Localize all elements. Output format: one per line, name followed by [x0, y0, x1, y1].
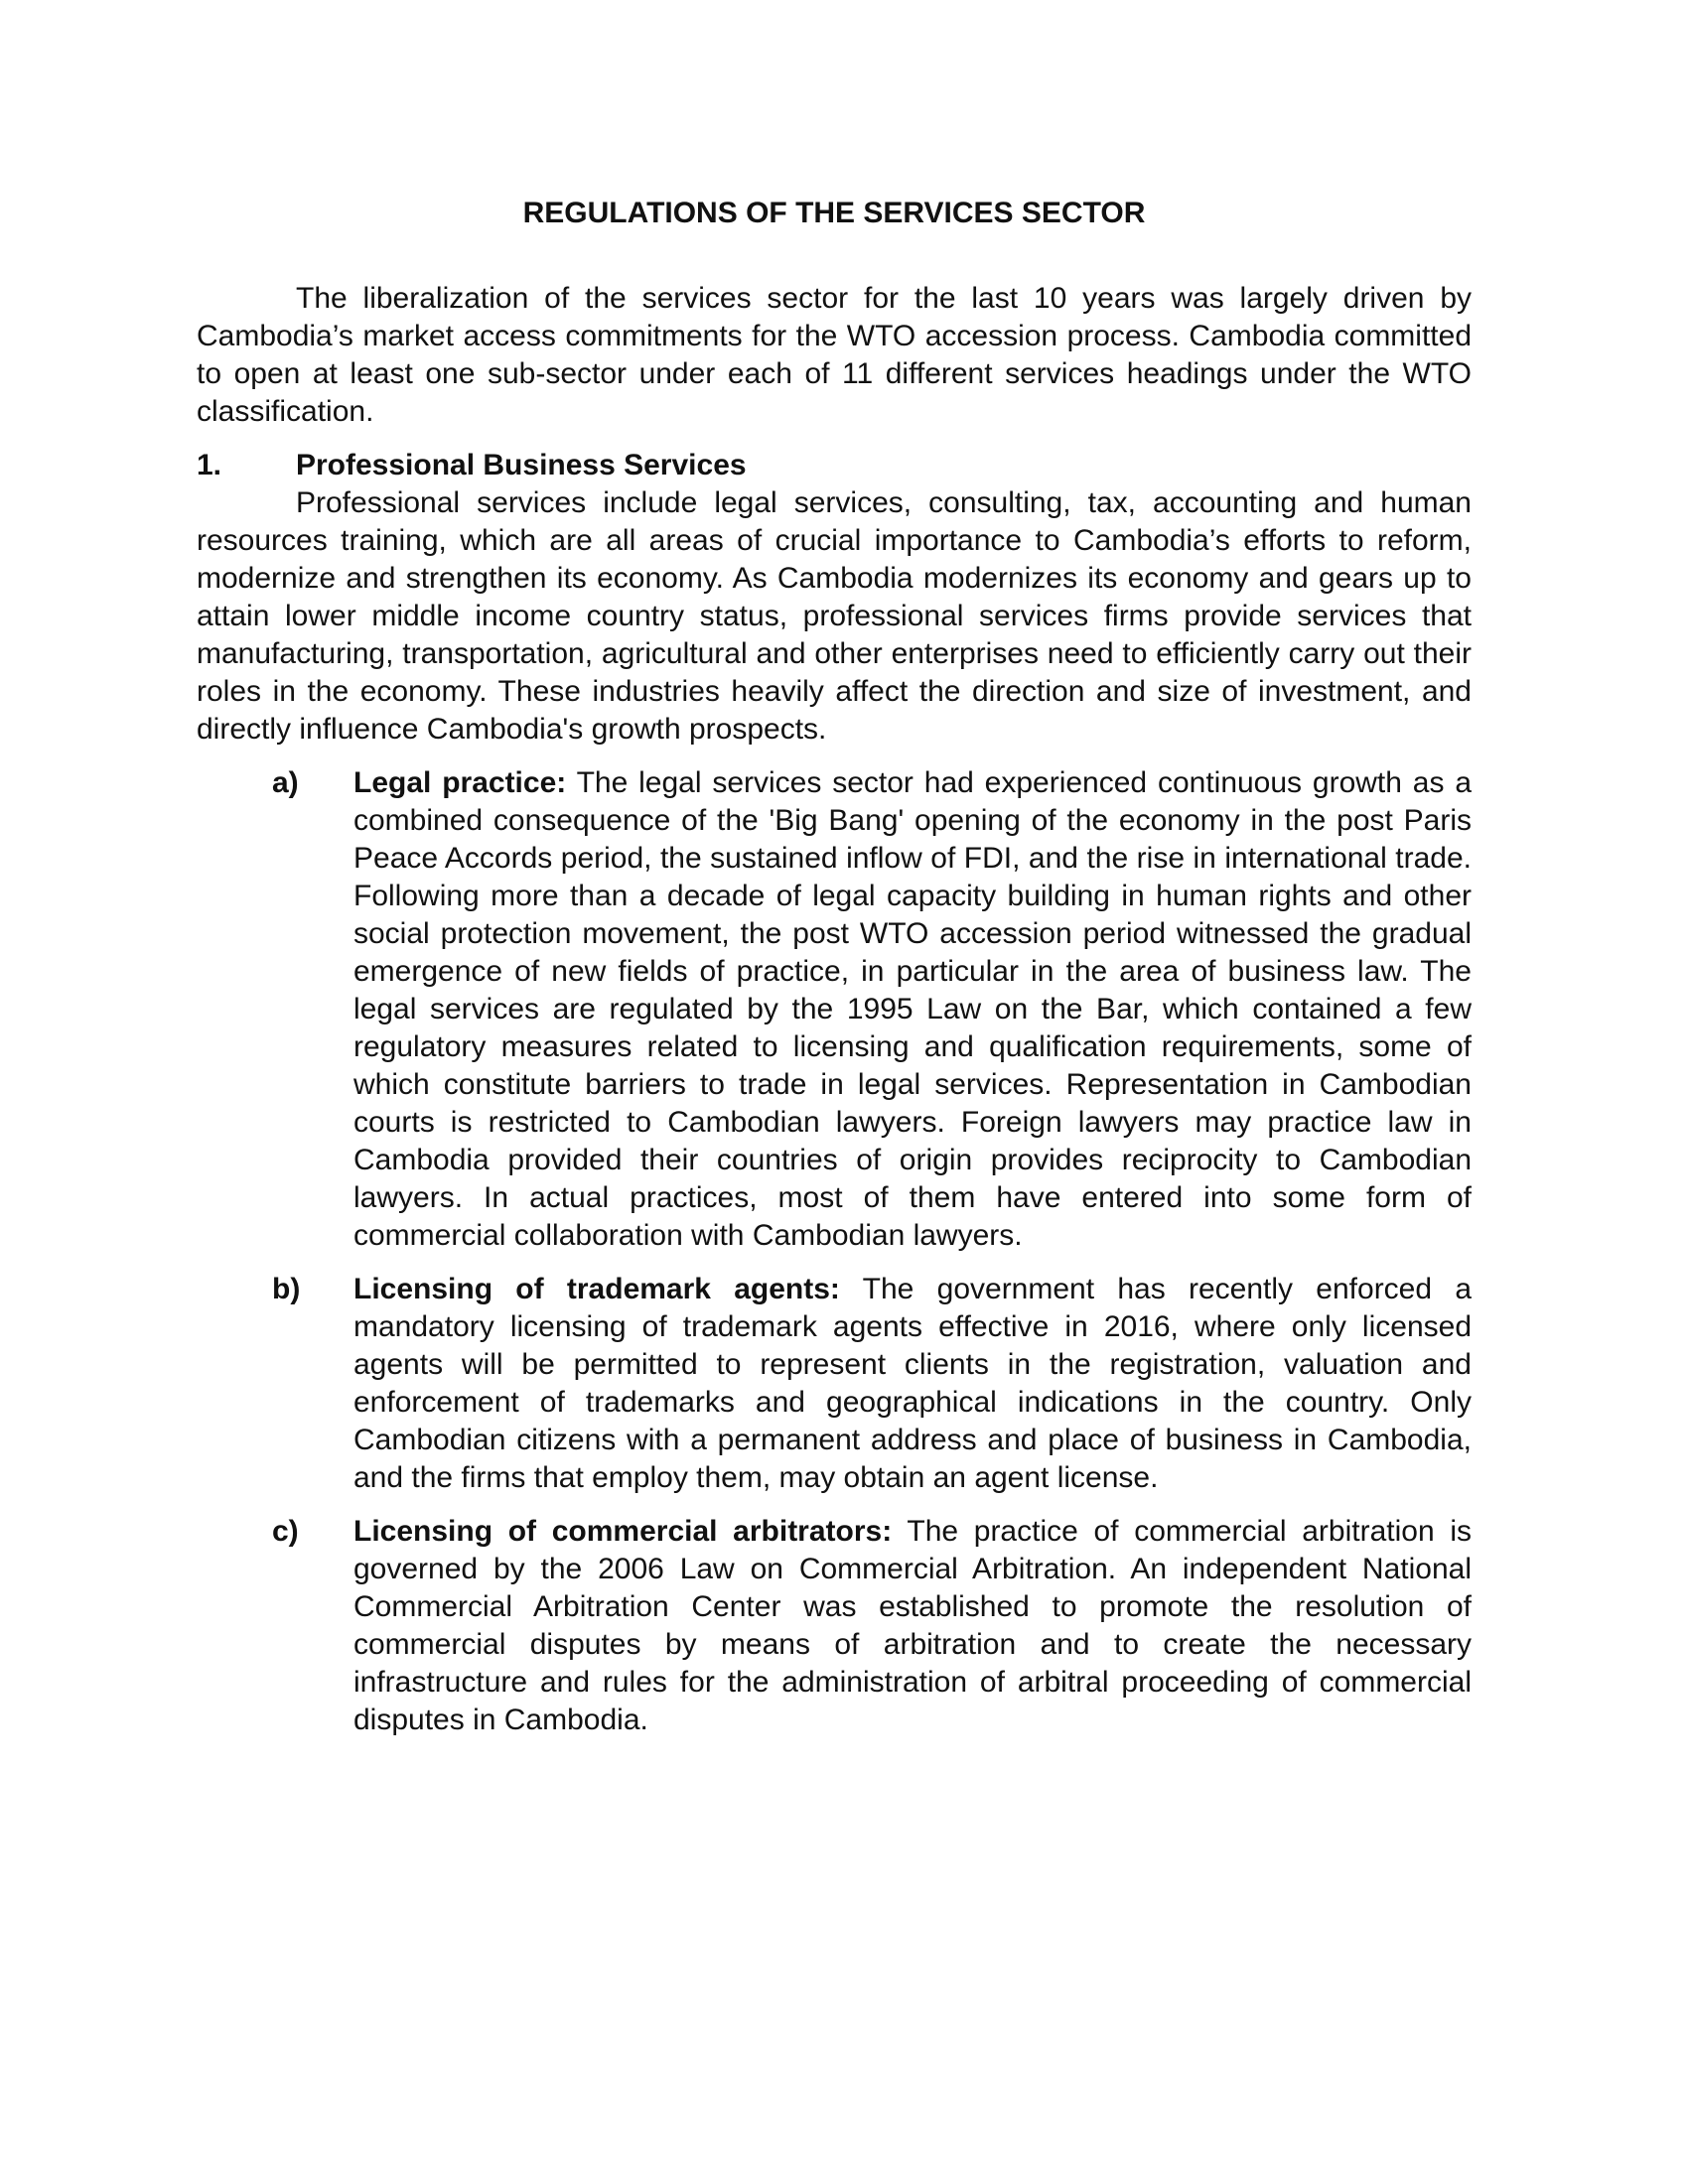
- list-item-legal-practice: [197, 764, 1472, 1255]
- services-list: [197, 764, 1472, 1739]
- list-item-trademark-agents: [197, 1271, 1472, 1497]
- section-number: 1.: [197, 449, 222, 481]
- list-item-text: The legal services sector had experienced continuous growth as a combined consequence of the 'Big Bang' opening of the economy in the post Paris Peace Accords period, the sustained inflow of FDI, and the rise in international trade. Following more than a decade of legal capacity building in human rights and other social protection movement, the post WTO accession period witnessed the gradual emergence of new fields of practice, in particular in the area of business law. The legal services are regulated by the 1995 Law on the Bar, which contained a few regulatory measures related to licensing and qualification requirements, some of which constitute barriers to trade in legal services. Representation in Cambodian courts is restricted to Cambodian lawyers. Foreign lawyers may practice law in Cambodia provided their countries of origin provides reciprocity to Cambodian lawyers. In actual practices, most of them have entered into some form of commercial collaboration with Cambodian lawyers.: [353, 766, 1473, 1252]
- list-item-label: Licensing of commercial arbitrators:: [353, 1515, 893, 1548]
- section-heading: [197, 447, 1472, 484]
- list-item-label: Licensing of trademark agents:: [353, 1273, 840, 1305]
- list-item-letter: c): [272, 1515, 299, 1548]
- section-title: Professional Business Services: [296, 449, 747, 481]
- list-item-letter: a): [272, 766, 299, 799]
- document-title: REGULATIONS OF THE SERVICES SECTOR: [522, 197, 1146, 229]
- intro-paragraph: The liberalization of the services sector for the last 10 years was largely driven by Cambodia’s market access commitments for the WTO accession process. Cambodia committed to open at least one sub-sector under each of 11 different services headings under the WTO classification.: [197, 282, 1472, 428]
- list-item-text: The government has recently enforced a mandatory licensing of trademark agents effective in 2016, where only licensed agents will be permitted to represent clients in the registration, valuation and enforcement of trademarks and geographical indications in the country. Only Cambodian citizens with a permanent address and place of business in Cambodia, and the firms that employ them, may obtain an agent license.: [353, 1273, 1473, 1494]
- list-item-label: Legal practice:: [353, 766, 567, 799]
- list-item-letter: b): [272, 1273, 301, 1305]
- list-item-body: [353, 1271, 1472, 1497]
- list-item-body: [353, 1513, 1472, 1739]
- list-item-commercial-arbitrators: [197, 1513, 1472, 1739]
- list-item-body: [353, 764, 1472, 1255]
- section-paragraph: Professional services include legal services, consulting, tax, accounting and human resources training, which are all areas of crucial importance to Cambodia’s efforts to reform, modernize and strengthen its economy. As Cambodia modernizes its economy and gears up to attain lower middle income country status, professional services firms provide services that manufacturing, transportation, agricultural and other enterprises need to efficiently carry out their roles in the economy. These industries heavily affect the direction and size of investment, and directly influence Cambodia's growth prospects.: [197, 486, 1472, 746]
- document-page: [197, 195, 1472, 1755]
- list-item-text: The practice of commercial arbitration is governed by the 2006 Law on Commercial Arbitration. An independent National Commercial Arbitration Center was established to promote the resolution of commercial disputes by means of arbitration and to create the necessary infrastructure and rules for the administration of arbitral proceeding of commercial disputes in Cambodia.: [353, 1515, 1473, 1736]
